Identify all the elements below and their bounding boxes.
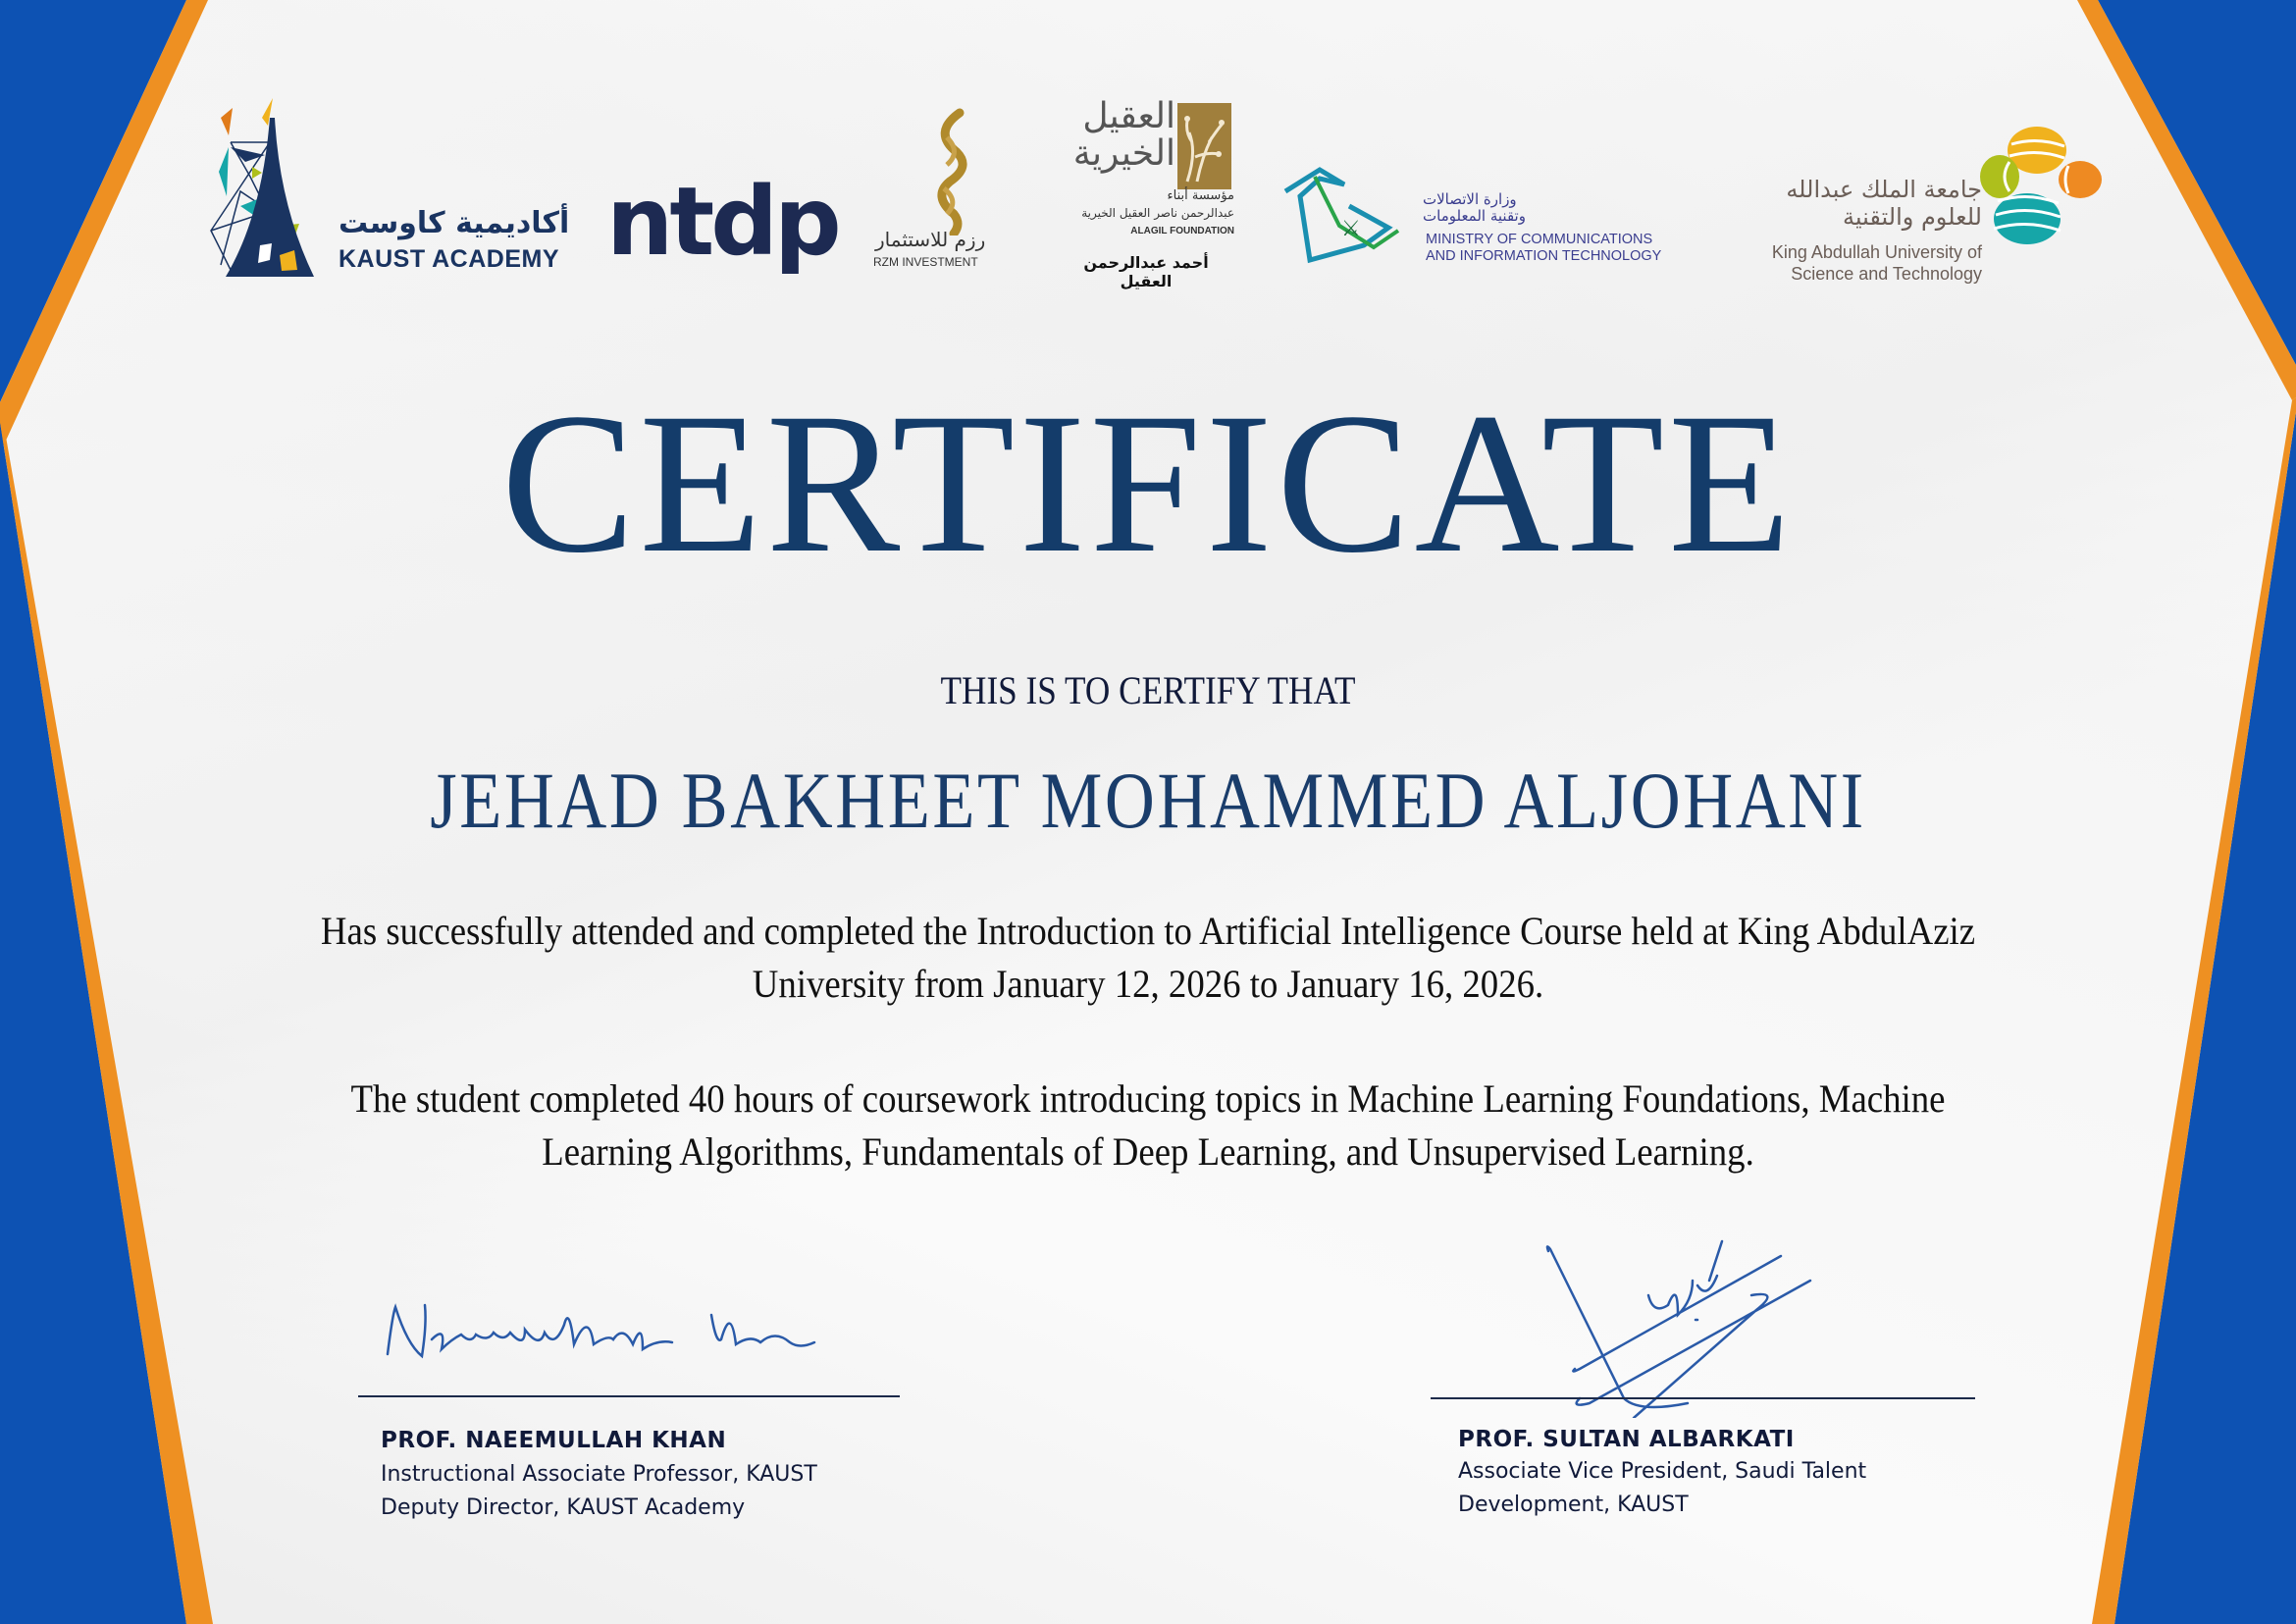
kaust-academy-logo — [201, 98, 574, 280]
ntdp-logo: ntdp — [606, 167, 838, 277]
certificate-title: CERTIFICATE — [500, 372, 1796, 595]
kaust-academy-english: KAUST ACADEMY — [339, 245, 560, 273]
signature-line-right — [1431, 1397, 1975, 1399]
alagil-sub1: مؤسسة أبناء — [1167, 188, 1234, 203]
rzm-investment-logo — [863, 108, 991, 275]
completion-paragraph: Has successfully attended and completed the Introduction to Artificial Intelligence Course held at King AbdulAziz University from January 12, 2026 to January 16, 2026. — [320, 909, 1976, 1006]
certify-line: THIS IS TO CERTIFY THAT — [940, 668, 1356, 712]
rzm-arabic: رزم للاستثمار — [875, 228, 986, 251]
svg-text:⚔: ⚔ — [1341, 217, 1361, 241]
mcit-logo — [1280, 167, 1673, 265]
rzm-calligraphy-icon — [863, 108, 991, 236]
kaust-academy-arabic: أكاديمية كاوست — [339, 206, 570, 240]
kaust-arabic: جامعة الملك عبدالله للعلوم والتقنية — [1786, 176, 1982, 231]
mcit-arabic: وزارة الاتصالات وتقنية المعلومات — [1423, 190, 1526, 225]
mcit-english: MINISTRY OF COMMUNICATIONS AND INFORMATION TECHNOLOGY — [1426, 232, 1662, 264]
coursework-paragraph: The student completed 40 hours of coursework introducing topics in Machine Learning Foundations, Machine Learning Algorithms, Fundamentals of Deep Learning, and Unsupervised Learning. — [350, 1076, 1946, 1174]
alagil-arabic-title: العقيل الخيرية — [1072, 96, 1175, 174]
kaust-academy-tower-icon — [201, 98, 339, 280]
signature-line-left — [358, 1395, 900, 1397]
signatory-1-name: PROF. NAEEMULLAH KHAN — [381, 1428, 727, 1453]
signatory-1-role: Instructional Associate Professor, KAUST Deputy Director, KAUST Academy — [381, 1462, 817, 1520]
kaust-pebbles-icon — [1970, 123, 2108, 250]
signature-albarkati — [1531, 1222, 1825, 1418]
alagil-foundation-logo — [1058, 96, 1239, 290]
signatory-2-role: Associate Vice President, Saudi Talent Development, KAUST — [1458, 1459, 1867, 1517]
mcit-emblem-icon — [1280, 167, 1418, 265]
kaust-english: King Abdullah University of Science and Technology — [1771, 242, 1982, 284]
recipient-name: JEHAD BAKHEET MOHAMMED ALJOHANI — [430, 756, 1866, 845]
alagil-tree-icon — [1177, 103, 1231, 189]
alagil-english: ALAGIL FOUNDATION — [1130, 226, 1234, 236]
signatory-2-name: PROF. SULTAN ALBARKATI — [1458, 1427, 1795, 1452]
alagil-sub2: عبدالرحمن ناصر العقيل الخيرية — [1081, 206, 1234, 220]
rzm-english: RZM INVESTMENT — [873, 255, 978, 269]
alagil-arabic-name: أحمد عبدالرحمن العقيل — [1083, 253, 1209, 290]
signature-naeemullah — [378, 1295, 888, 1374]
kaust-logo — [1727, 123, 2110, 299]
